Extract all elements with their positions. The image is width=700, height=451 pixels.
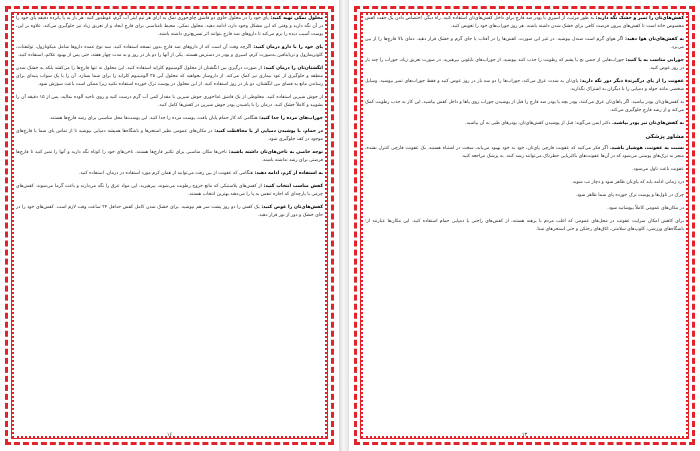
paragraph-title: انگشتان‌تان را درمان کنید:: [263, 66, 323, 71]
paragraph-text: اگرچه وقت آن است که از داروهای ضد قارچ بدون نسخه استفاده کنید. سه نوع عمده داروها شامل میکونازول، تولنفتات، کلوتریمازول و ترباینافین به‌صورت کرم، اسپری و پودر در دسترس هستند. یکی از آنها را دو بار در روز و به مدت چهار هفته، حتی پس از بهبود علائم، استفاده کنید.: [16, 45, 323, 58]
paragraph: [365, 57, 684, 73]
paragraph: [16, 149, 323, 165]
paragraph-text: به طور مرتب، از اسپری یا پودر ضد قارچ برای داخل کفش‌های‌تان استفاده کنید. راه دیگر، اختصاص دادن یک جفت کفش مخصوص خانه است تا کفش‌های بیرون فرصت کافی برای خشک شدن داشته باشند. هر روز جوراب‌های خود را تعویض کنید.: [365, 16, 684, 29]
paragraph-text: چرک در تاول‌ها و پوست ترک خورده پای شما ظاهر شود.: [575, 193, 684, 198]
paragraph-text: دکتر ایمن می‌گوید: قبل از پوشیدن کفش‌های‌تان، پودرهای طبی به آن بپاشید.: [465, 121, 611, 126]
page-number: ۱۳: [521, 432, 528, 438]
paragraph: [365, 99, 684, 115]
paragraph-title: توجه خاصی به ناخن‌های‌تان داشته باشید:: [228, 150, 323, 155]
paragraph-title: به کفش‌های‌تان نیز پودر بپاشید.: [611, 121, 684, 126]
paragraph-text: درد زمانی ادامه یابد که پای‌تان ظاهر شود و دچار تب شوید.: [571, 180, 684, 185]
paragraph-title: به استفاده از کرم، ادامه دهید:: [254, 171, 323, 176]
paragraph: [16, 94, 323, 110]
paragraph-text: برای کاهش امکان سرایت عفونت در محل‌های عمومی که اغلب مردم با برهنه هستند، از کفش‌های راحتی یا دمپایی حمام استفاده کنید. این مکان‌ها عبارتند از: باشگاه‌های ورزشی، کلوپ‌های سلامتی، اتاق‌های رختکن و حتی استخرهای شنا.: [365, 219, 684, 232]
paragraph-text: عفونت باعث تاول می‌شود.: [632, 167, 684, 172]
paragraph-text: هنگامی که عفونت از بین رفت می‌توانید از همان کرم مورد استفاده در درمان، استفاده کنید.: [78, 171, 254, 176]
paragraph: [16, 170, 323, 178]
paragraph: [365, 78, 684, 94]
paragraph-text: یک کفش را دو روز پشت سر هم نپوشید. برای خشک شدن کامل کفش حداقل ۲۴ ساعت وقت لازم است. کفش‌های خود را در جای خشک و دور از نور قرار دهید.: [16, 205, 323, 218]
paragraph-text: هنگامی که کار حمام پایان یافت، پوست مرده را جدا کنید. این پوست‌ها محل مناسبی برای رشد قارچ‌ها هستند.: [49, 116, 258, 121]
paragraph: [16, 128, 323, 144]
paragraph-title: در حمام، با پوشیدن دمپایی از پا محافظت کنید:: [214, 129, 323, 134]
page-number: ۱۶: [166, 432, 173, 438]
paragraph: [16, 115, 323, 123]
paragraph: [365, 205, 684, 213]
paragraph: [365, 36, 684, 52]
paragraph-text: در مکان‌های عمومی کاملاً بپوشانید شود.: [607, 206, 684, 211]
book-gutter: [339, 0, 349, 451]
paragraph-text: پای خود را در محلول حاوی دو قاشق چای‌خوری نمک به ازای هر نیم لیتر آب گرم، غوطه‌ور کنید. هر بار به یا پانزده دقیقه پای خود را در آن نگه دارید و وقتی که این مشکل وجود دارد، ادامه دهید. محلول نمکی، محیط نامناسبی برای قارچ ایجاد و از تعریق زیاد نیز جلوگیری می‌کند. علاوه بر این، پوست آسیب دیده را نرم می‌کند تا داروهای ضد قارچ بتوانند اثر تسریع‌تری داشته باشند.: [16, 16, 323, 37]
paragraph: [365, 145, 684, 161]
paragraph: [365, 179, 684, 187]
paragraph-text: اگر هوای گرم است صندل بپوشید. در غیر این صورت، کفش‌ها را در آفتاب یا جای گرم و خشک قرار دهید. دمای بالا قارچ‌ها را از بین می‌برد.: [365, 37, 684, 50]
paragraph-text: به کفش‌های‌تان پودر بپاشید. اگر پاهای‌تان عرق می‌کنند، پودر بچه یا پودر ضد قارچ را قبل از پوشیدن جوراب روی پاها و داخل کفش بپاشید. این کار به جذب رطوبت کمک می‌کند و از رشد قارچ جلوگیری می‌کند.: [365, 100, 684, 113]
paragraph-title: پای خود را با دارو درمان کنید:: [253, 45, 323, 50]
paragraph: [365, 192, 684, 200]
left-page-content: [16, 15, 323, 427]
paragraph-text: پای‌تان به شدت عرق می‌کند، جوراب‌ها را دو سه بار در روز عوض کنید و فقط جوراب‌های تمیز بپوشید. وسایل شخصی مانند حوله و دمپایی را با دیگران به اشتراک نگذارید.: [365, 79, 684, 92]
paragraph-title: کفش مناسب انتخاب کنید:: [263, 184, 323, 189]
paragraph: [16, 65, 323, 89]
paragraph: [365, 120, 684, 128]
right-page: [349, 0, 700, 451]
paragraph: [16, 204, 323, 220]
paragraph-text: اگر فکر می‌کنید که عفونت قارچی پای‌تان، خود به خود بهبود می‌یابد، سخت در اشتباه هستید. یک عفونت قارچی کنترل نشده، منجر به ترک‌های پوستی می‌شود که در آن‌ها عفونت‌های باکتریایی خطرناک می‌توانند رشد کنند. به پزشک مراجعه کنید.: [365, 146, 684, 159]
paragraph-text: ناخن‌ها مکان مناسبی برای تکثیر قارچ‌ها هستند. ناخن‌های خود را کوتاه نگه دارید و آنها را تمیز کنید تا قارچ‌ها فرصتی برای رشد نداشته باشند.: [16, 150, 323, 163]
right-page-content: [365, 15, 684, 427]
paragraph-text: از صورت درگیری بین انگشتان از محلول آلومینیوم کلراید استفاده کنید. این محلول نه تنها قارچ‌ها را می‌کشد بلکه به خشک شدن منطقه و جلوگیری از عود بیماری نیز کمک می‌کند. از داروساز بخواهید که محلول آبی ۲۵ آلومینیوم کلراید را برای شما بسازد. آن را با یک سواب پنبه‌ای برای رساندن مانع به فضای بین انگشتان، دو بار در روز استفاده کنید. از این محلول در پوست ترک خورده استفاده نکنید زیرا ممکن است باعث سوزش شود.: [16, 66, 323, 87]
paragraph-text: جوراب‌هایی از جنس نخ یا پشم که رطوبت را جذب کنند بپوشید. از جوراب‌های نایلونی بپرهیزید. در صورت تعریق زیاد، جوراب را چند بار در روز عوض کنید.: [365, 58, 684, 71]
paragraph-title: به کفش‌های‌تان هوا دهید:: [625, 37, 684, 42]
left-page: [0, 0, 339, 451]
paragraph-title: جوراب‌های مرده را جدا کنید:: [259, 116, 323, 121]
paragraph: [365, 15, 684, 31]
paragraph-title: عفونت را از پای درگیرندهٔ دیگر دور نگه دارید:: [579, 79, 684, 84]
paragraph-title: جورابی مناسب به پا کنید:: [625, 58, 684, 63]
paragraph-title: نسبت به عفونت، هوشیار باشید.: [609, 146, 684, 151]
paragraph-text: در مکان‌های عمومی نظیر استخرها و باشگاه‌ها همیشه دمپایی بپوشید تا از تماس پای شما با قارچ‌های موجود در کف جلوگیری شود.: [16, 129, 323, 142]
paragraph-title: محلول نمکی تهیه کنید:: [270, 16, 323, 21]
paragraph-title: کفش‌های‌تان را تمیز و خشک نگه دارید:: [595, 16, 684, 21]
section-heading: مشاور پزشکی: [645, 134, 684, 140]
paragraph: [16, 183, 323, 199]
paragraph-text: از جوش شیرین استفاده کنید. مخلوطی از یک قاشق غذاخوری جوش شیرین با مقدار کمی آب گرم درست کنید و روی ناحیه آلوده بمالید، پس از ۱۵ دقیقه آن را بشویید و کاملاً خشک کنید. درمان را با پاشیدن پودر جوش شیرین در کفش‌ها کامل کنید.: [16, 95, 323, 108]
paragraph-text: از کفش‌های پلاستیکی که مانع خروج رطوبت می‌شوند، بپرهیزید. این مواد عرق را نگه می‌دارند و باعث گرما می‌شوند. کفش‌های چرمی یا پارچه‌ای که اجازه تنفس به پا را می‌دهند بهترین انتخاب هستند.: [16, 184, 323, 197]
paragraph-title: کفش‌های‌تان را عوض کنید:: [261, 205, 323, 210]
paragraph: [365, 218, 684, 234]
paragraph: [365, 166, 684, 174]
paragraph: [16, 15, 323, 39]
paragraph: [16, 44, 323, 60]
